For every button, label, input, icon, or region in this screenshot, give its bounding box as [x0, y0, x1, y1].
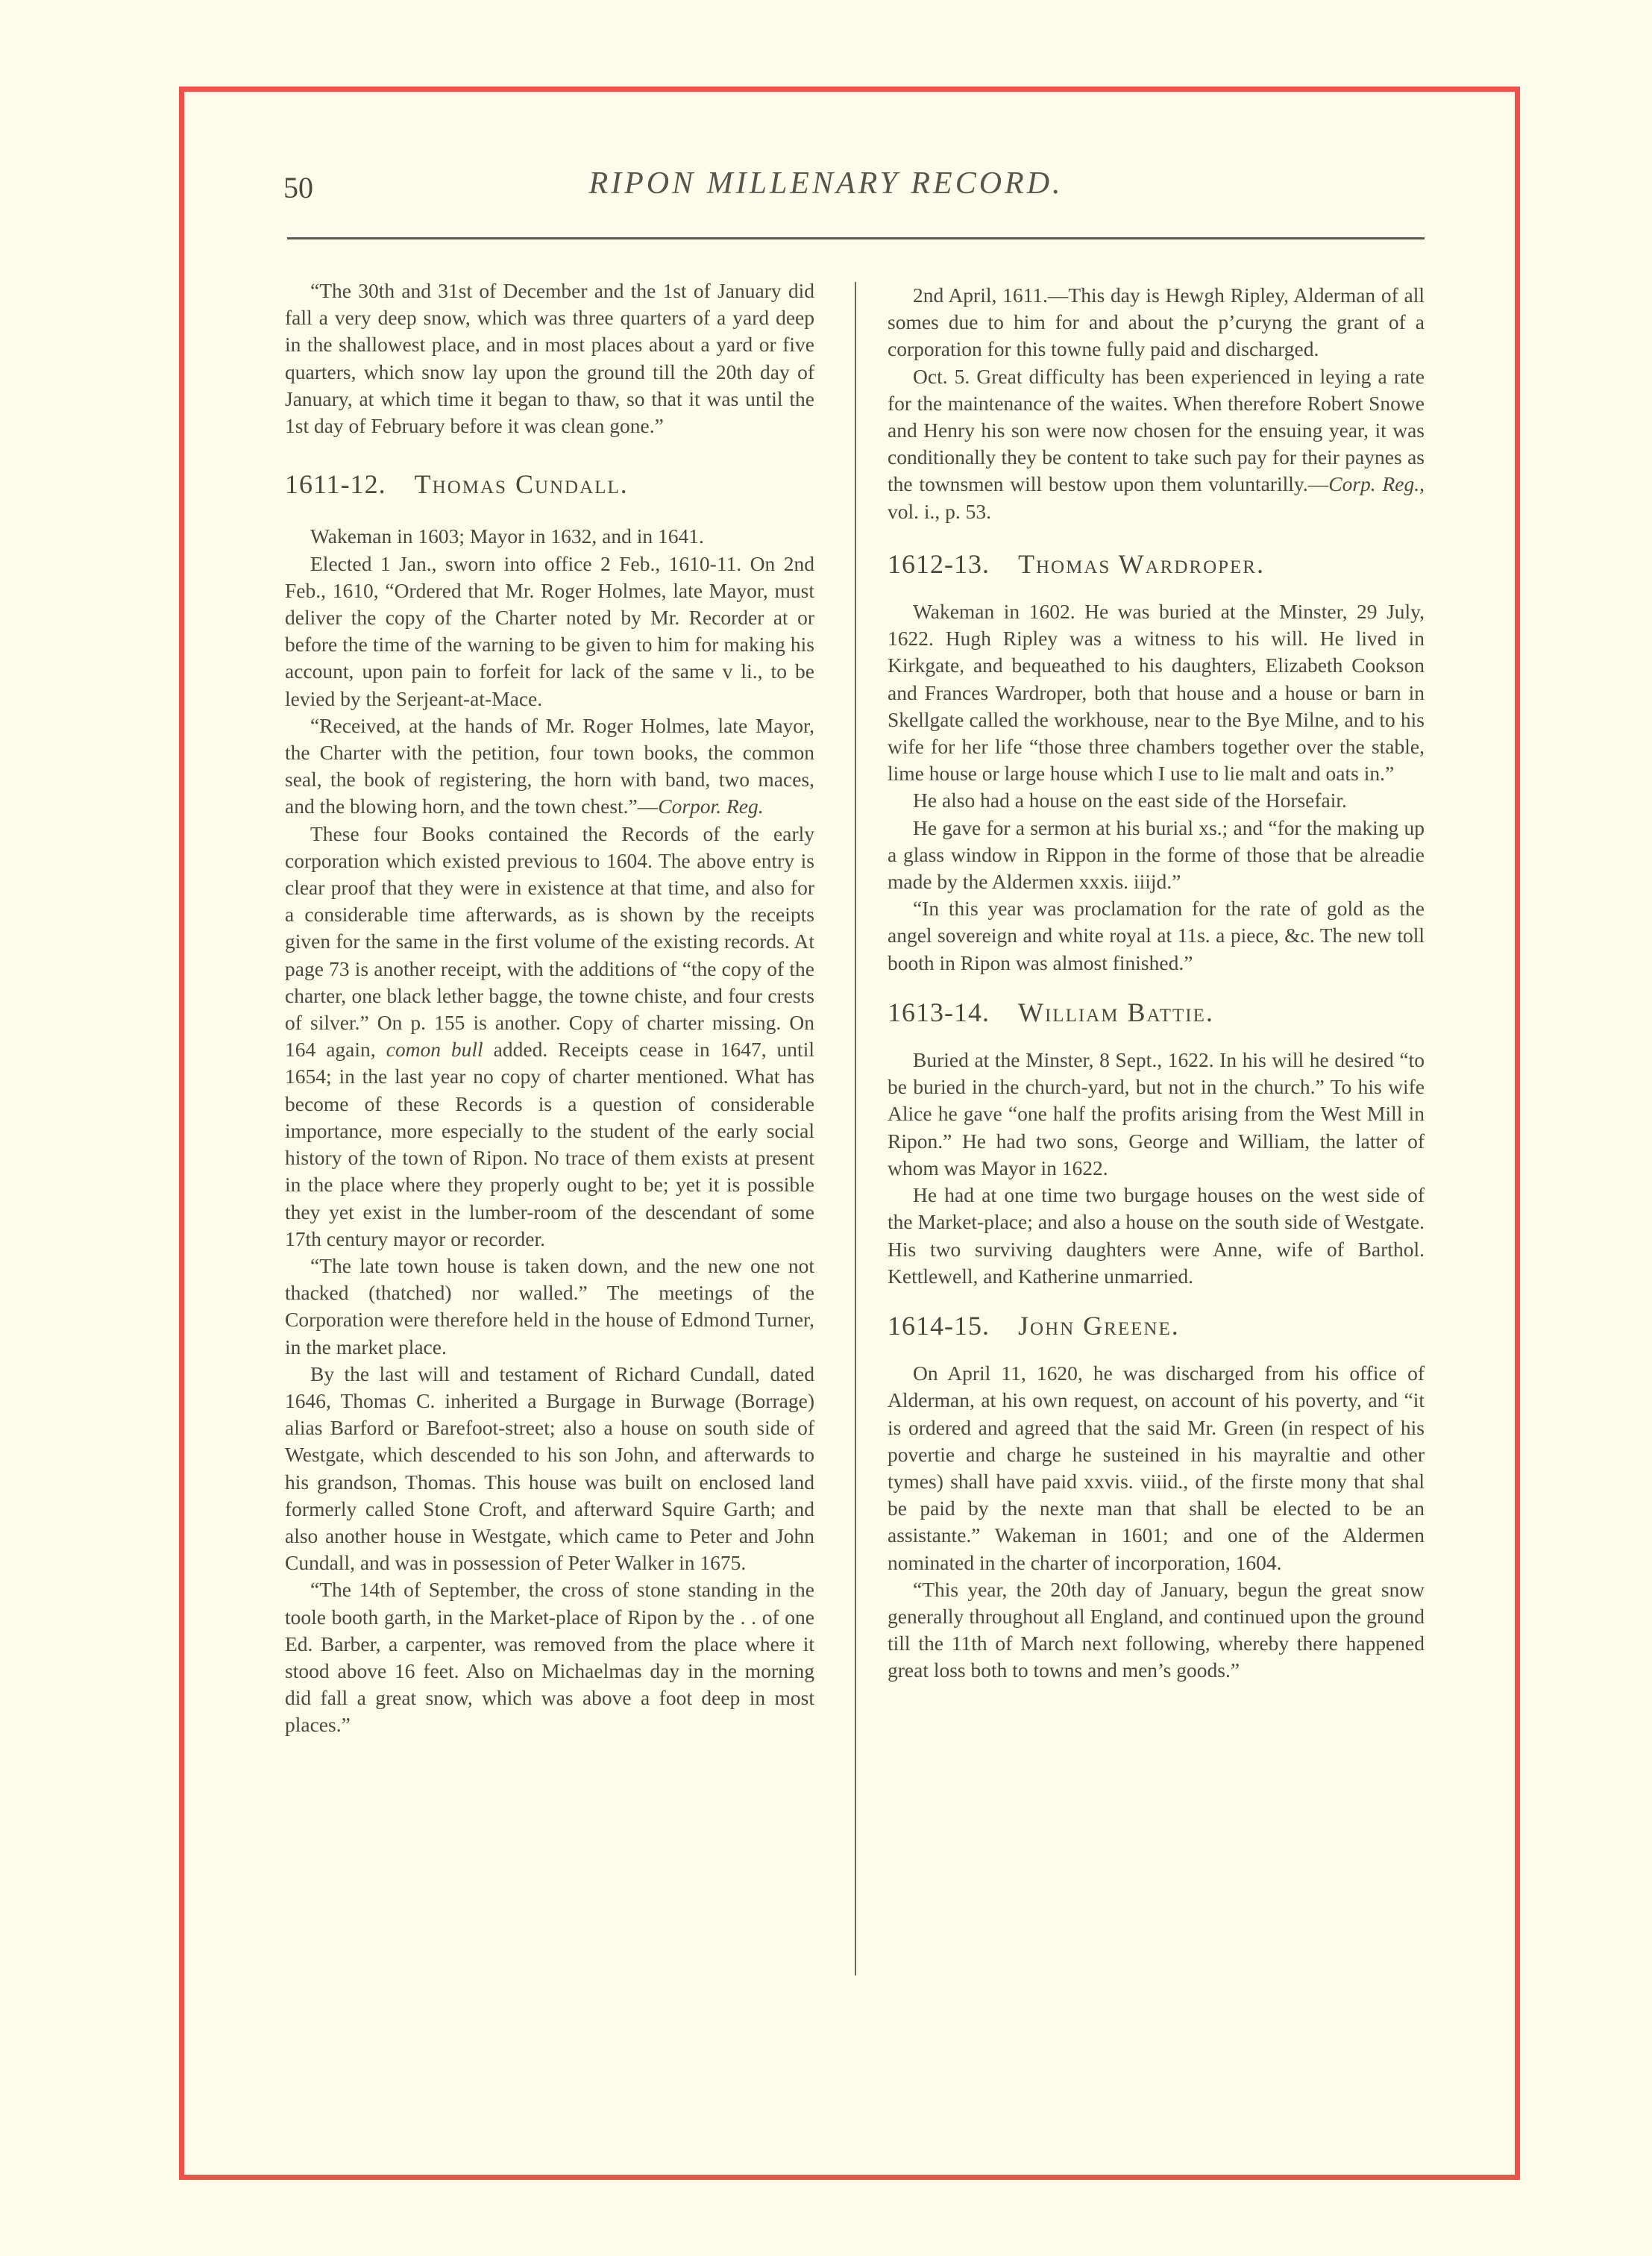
running-head: RIPON MILLENARY RECORD. [588, 166, 1064, 201]
paragraph-text: added. Receipts cease in 1647, until 1654; in the last year no copy of charter mentioned. What has become of these Records is a question of considerable importance, more especially to the student of the early social history of the town of Ripon. No trace of them exists at present in the place where they properly ought to be; yet it is possible they yet exist in the lumber-room of the descendant of some 17th century mayor or recorder. [285, 1038, 814, 1250]
entry-heading-1613-14 [888, 999, 1425, 1026]
entry-name: Thomas Wardroper. [1018, 548, 1265, 579]
column-divider [855, 282, 856, 1975]
paragraph: Elected 1 Jan., sworn into office 2 Feb., 1610-11. On 2nd Feb., 1610, “Ordered that Mr. Roger Holmes, late Mayor, must deliver the copy of the Charter noted by Mr. Recorder at or before the time of the warning to be given to him for making his account, upon pain to forfeit for lack of the same v li., to be levied by the Serjeant-at-Mace. [285, 551, 814, 710]
paragraph [888, 363, 1425, 525]
paragraph: Buried at the Minster, 8 Sept., 1622. In his will he desired “to be buried in the church-yard, but not in the church.” To his wife Alice he gave “one half the profits arising from the West Mill in Ripon.” He had two sons, George and William, the latter of whom was Mayor in 1622. [888, 1048, 1425, 1179]
paragraph: “The late town house is taken down, and the new one not thacked (thatched) nor walled.” The meetings of the Corporation were therefore held in the house of Edmond Turner, in the market place. [285, 1253, 814, 1359]
entry-heading-1612-13 [888, 548, 1425, 579]
paragraph: By the last will and testament of Richard Cundall, dated 1646, Thomas C. inherited a Burgage in Burwage (Borrage) alias Barford or Barefoot-street; also a house on south side of Westgate, which descended to his son John, and afterwards to his grandson, Thomas. This house was built on enclosed land formerly called Stone Croft, and afterward Squire Garth; and also another house in Westgate, which came to Peter and John Cundall, and was in possession of Peter Walker in 1675. [285, 1362, 814, 1575]
entry-year: 1611-12. [285, 469, 386, 500]
entry-year: 1613-14. [888, 997, 990, 1027]
right-column [888, 282, 1425, 1685]
paragraph: He gave for a sermon at his burial xs.; and “for the making up a glass window in Rippon in the forme of those that be alreadie made by the Aldermen xxxis. iiijd.” [888, 815, 1425, 894]
entry-year: 1612-13. [888, 548, 990, 579]
entry-name: Thomas Cundall. [414, 469, 629, 500]
left-column [285, 278, 814, 1739]
citation: Corp. Reg. [1328, 472, 1420, 496]
entry-name: William Battie. [1018, 997, 1214, 1027]
entry-heading-1614-15 [888, 1312, 1425, 1339]
entry-year: 1614-15. [888, 1310, 990, 1341]
paragraph: “This year, the 20th day of January, begun the great snow generally throughout all England, and continued upon the ground till the 11th of March next following, whereby there happened great loss both to towns and men’s goods.” [888, 1577, 1425, 1682]
paragraph-text: “Received, at the hands of Mr. Roger Holmes, late Mayor, the Charter with the petition, four town books, the common seal, the book of registering, the horn with band, two maces, and the blowing horn, and the town chest.”— [285, 713, 814, 818]
paragraph [285, 821, 814, 1253]
citation: Corpor. Reg. [658, 795, 764, 818]
paragraph: Wakeman in 1603; Mayor in 1632, and in 1641. [310, 524, 704, 548]
paragraph-text: Oct. 5. Great difficulty has been experienced in leying a rate for the maintenance of the waites. When therefore Robert Snowe and Henry his son were now chosen for the ensuing year, it was conditionally they be content to take such pay for their paynes as the townsmen will bestow upon them voluntarilly.— [888, 364, 1425, 496]
citation-tail: , vol. i., p. 53. [888, 472, 1425, 523]
paragraph: “The 14th of September, the cross of stone standing in the toole booth garth, in the Market-place of Ripon by the . . of one Ed. Barber, a carpenter, was removed from the place where it stood above 16 feet. Also on Michaelmas day in the morning did fall a great snow, which was above a foot deep in most places.” [285, 1578, 814, 1737]
entry-heading-1611-12 [285, 471, 814, 498]
paragraph: Wakeman in 1602. He was buried at the Minster, 29 July, 1622. Hugh Ripley was a witness to his will. He lived in Kirkgate, and bequeathed to his daughters, Elizabeth Cookson and Frances Wardroper, both that house and a house or barn in Skellgate called the workhouse, near to the Bye Milne, and to his wife for her life “those three chambers together over the stable, lime house or large house which I use to lie malt and oats in.” [888, 600, 1425, 786]
paragraph: 2nd April, 1611.—This day is Hewgh Ripley, Alderman of all somes due to him for and about the p’curyng the grant of a corporation for this towne fully paid and discharged. [888, 283, 1425, 361]
entry-name: John Greene. [1018, 1310, 1180, 1341]
italic-phrase: comon bull [386, 1038, 483, 1062]
paragraph: He also had a house on the east side of the Horsefair. [913, 789, 1347, 812]
paragraph-text: These four Books contained the Records of the early corporation which existed previous to 1604. The above entry is clear proof that they were in existence at that time, and also for a considerable time afterwards, as is shown by the receipts given for the same in the first volume of the existing records. At page 73 is another receipt, with the additions of “the copy of the charter, one black lether bagge, the towne chiste, and four crests of silver.” On p. 155 is another. Copy of charter missing. On 164 again, [285, 821, 814, 1062]
paragraph [285, 712, 814, 821]
intro-quote: “The 30th and 31st of December and the 1st of January did fall a very deep snow, which was three quarters of a yard deep in the shallowest place, and in most places about a yard or five quarters, which snow lay upon the ground till the 20th day of January, at which time it began to thaw, so that it was until the 1st day of February before it was clean gone.” [285, 279, 814, 438]
paragraph: On April 11, 1620, he was discharged from his office of Alderman, at his own request, on account of his poverty, and “it is ordered and agreed that the said Mr. Green (in respect of his povertie and charge he susteined in his mayraltie and other tymes) shall have paid xxvis. viiid., of the firste mony that shal be paid by the nexte man that shall be elected to be an assistante.” Wakeman in 1601; and one of the Aldermen nominated in the charter of incorporation, 1604. [888, 1362, 1425, 1574]
paragraph: “In this year was proclamation for the rate of gold as the angel sovereign and white royal at 11s. a piece, &c. The new toll booth in Ripon was almost finished.” [888, 897, 1425, 974]
header-rule [287, 237, 1425, 239]
page-number: 50 [283, 171, 313, 204]
paragraph: He had at one time two burgage houses on the west side of the Market-place; and also a house on the south side of Westgate. His two surviving daughters were Anne, wife of Barthol. Kettlewell, and Katherine unmarried. [888, 1183, 1425, 1288]
